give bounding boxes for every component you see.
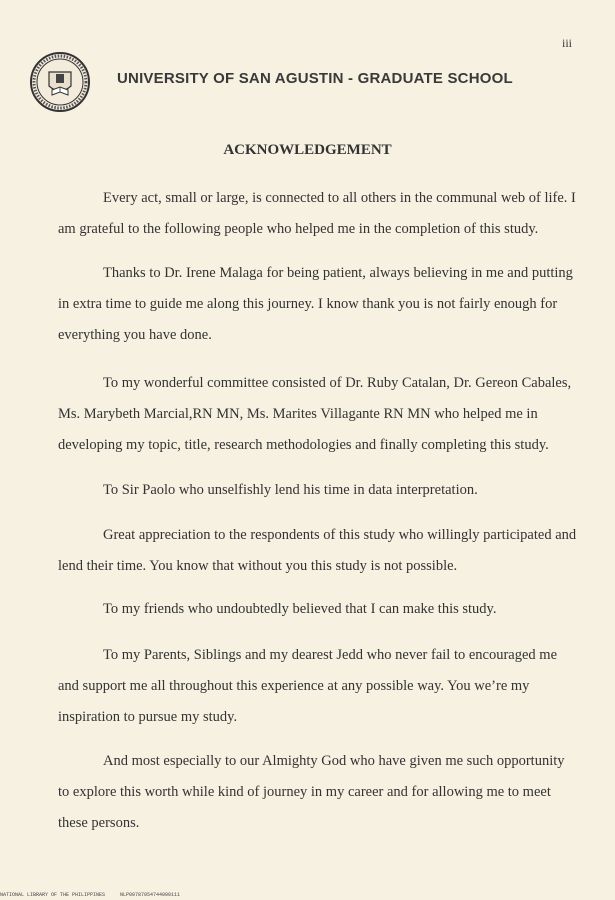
text-line: And most especially to our Almighty God who have given me such opportunity [103,753,565,769]
university-seal-icon [30,52,90,112]
text-line: and support me all throughout this experience at any possible way. You we’re my [58,678,530,694]
text-line: everything you have done. [58,327,212,343]
text-line: to explore this worth while kind of journey in my career and for allowing me to meet [58,784,551,800]
text-line: in extra time to guide me along this journey. I know thank you is not fairly enough for [58,296,558,312]
paragraph-intro [58,183,578,245]
page-number: iii [562,36,573,50]
text-line: To my friends who undoubtedly believed that I can make this study. [103,601,497,617]
text-line: To my wonderful committee consisted of Dr. Ruby Catalan, Dr. Gereon Cabales, [103,375,572,391]
paragraph-committee [58,368,578,461]
text-line: Thanks to Dr. Irene Malaga for being patient, always believing in me and putting [103,265,573,281]
text-line: am grateful to the following people who helped me in the completion of this study. [58,221,539,237]
text-line: these persons. [58,815,140,831]
paragraph-family [58,640,578,733]
institution-header: UNIVERSITY OF SAN AGUSTIN - GRADUATE SCHOOL [117,70,513,87]
text-line: To Sir Paolo who unselfishly lend his time in data interpretation. [103,482,478,498]
text-line: Great appreciation to the respondents of this study who willingly participated and [103,527,577,543]
text-line: inspiration to pursue my study. [58,709,238,725]
library-footer-stamp: NATIONAL LIBRARY OF THE PHILIPPINES NLP00787054744000111 [0,892,181,898]
paragraph-god [58,746,578,839]
paragraph-respondents [58,520,578,582]
paragraph-friends [58,594,578,625]
paragraph-statistician [58,475,578,506]
page-title: ACKNOWLEDGEMENT [223,142,392,158]
text-line: developing my topic, title, research methodologies and finally completing this study. [58,437,549,453]
text-line: Every act, small or large, is connected to all others in the communal web of life. I [103,190,576,206]
paragraph-adviser [58,258,578,351]
text-line: lend their time. You know that without you this study is not possible. [58,558,458,574]
text-line: To my Parents, Siblings and my dearest Jedd who never fail to encouraged me [103,647,558,663]
text-line: Ms. Marybeth Marcial,RN MN, Ms. Marites Villagante RN MN who helped me in [58,406,538,422]
